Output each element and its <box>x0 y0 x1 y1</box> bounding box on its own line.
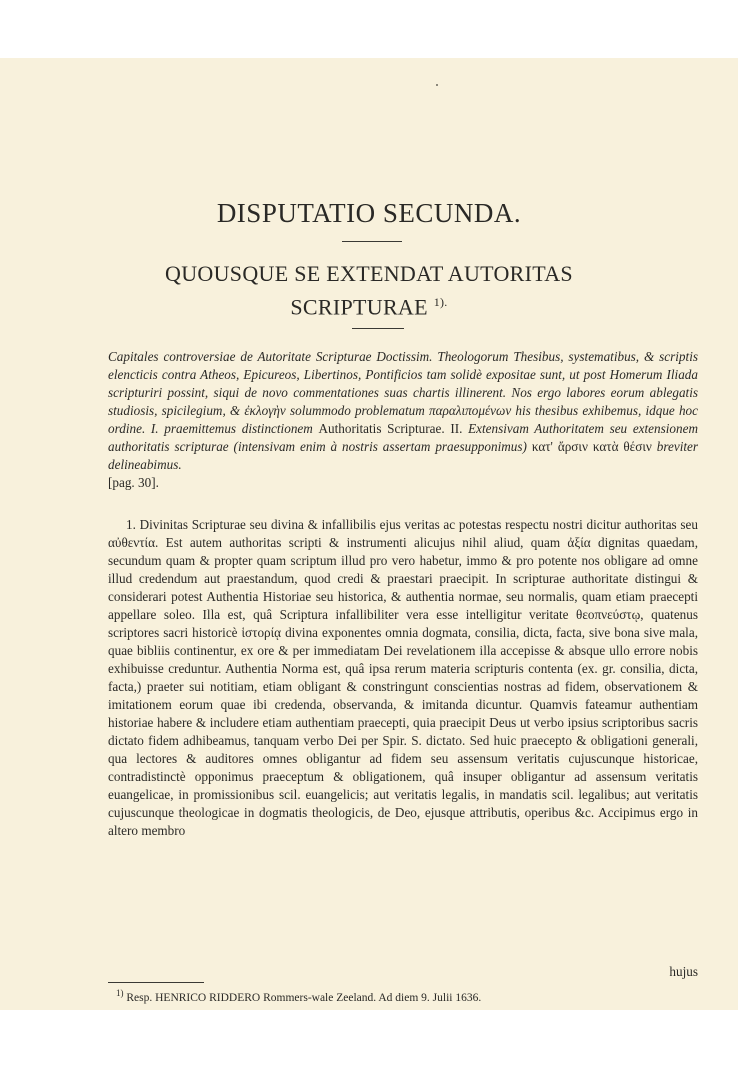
footnote <box>116 988 676 1004</box>
subtitle-line-2 <box>0 288 738 321</box>
abstract-paragraph <box>108 348 698 492</box>
subtitle-rule <box>352 328 404 329</box>
abstract-authoritatis: Authoritatis Scripturae. <box>318 421 445 436</box>
abstract-numeral: II. <box>450 421 463 436</box>
body-text <box>108 516 698 840</box>
speck <box>436 84 438 86</box>
subtitle-line-1: QUOUSQUE SE EXTENDAT AUTORITAS <box>165 261 573 286</box>
subtitle-line-2-text: SCRIPTURAE <box>290 294 428 320</box>
footnote-mark: 1). <box>433 295 448 309</box>
abstract-text-1: Capitales controversiae de Autoritate Scripturae Doctissim. Theologorum Thesibus, systematibus, & scriptis elencticis contra Atheos, Epicureos, Libertinos, Pontificios tam solidè expositae sunt, ut post Homerum Iliada scripturiri possint, siqui de novo commentationes suas chartis illinerent. Nos ergo labores eorum ablegatis studiosis, spicilegium, & ἐκλογὴν solummodo problematum παραλιπομένων his thesibus exhibemus, idque hoc ordine. I. praemittemus distinctionem <box>108 349 698 436</box>
page-subtitle <box>0 260 738 321</box>
abstract-greek: κατ' ἄρσιν κατὰ θέσιν <box>531 439 652 454</box>
page-reference: [pag. 30]. <box>108 475 159 490</box>
footnote-number: 1) <box>116 988 124 998</box>
body-paragraph-1: 1. Divinitas Scripturae seu divina & infallibilis ejus veritas ac potestas respectu nostri dicitur authoritas seu αὐθεντία. Est autem authoritas scripti & instrumenti alicujus nihil aliud, quam ἀξία dignitas quaedam, secundum quam & propter quam scriptum illud pro vero habetur, immo & pro potente nos obligare ad omne illud credendum aut praestandum, quod credi & praestari praecipit. In scripturae authoritate distingui & considerari potest Authentia Historiae seu historica, & authentia normae, seu normalis, quam etiam praecepti appellare soleo. Illa est, quâ Scriptura infallibiliter vera esse intelligitur veritate θεοπνεύστῳ, quatenus scriptores sacri historicè ἱστορίᾳ divina exponentes omnia dogmata, consilia, dicta, facta, sive bona sive mala, quae bibliis continentur, ex ore & per immediatam Dei revelationem illa accepisse & absque ullo errore nobis exhibuisse creduntur. Authentia Norma est, quâ ipsa rerum materia scripturis contenta (ex. gr. consilia, dicta, facta,) praeter sui notitiam, etiam obligant & constringunt conscientias nostras ad fidem, observationem & imitationem eorum quae ibi credenda, observanda, & imitanda dicuntur. Quamvis fateamur authentiam historiae habere & includere etiam authentiam praecepti, quia praecipit Deus ut verbo ipsius scriptoribus sacris dictato fidem adhibeamus, tanquam verbo Dei per Spir. S. dictato. Sed huic praecepto & obligationi generali, qua lectores & auditores omnes obligantur ad fidem seu assensum veritatis cujuscunque historicae, contradistinctè opponimus praeceptum & obligationem, quâ insuper obligantur ad assensum veritatis euangelicae, in promissionibus scil. euangelicis; aut veritatis legalis, in mandatis scil. legalibus; aut veritatis cujuscunque theologicae in dogmatis theologicis, de Deo, ejusque attributis, operibus &c. Accipimus ergo in altero membro <box>108 517 698 838</box>
catchword: hujus <box>669 964 698 979</box>
footnote-text: Resp. HENRICO RIDDERO Rommers-wale Zeeland. Ad diem 9. Julii 1636. <box>126 991 482 1004</box>
footnote-rule <box>108 982 204 983</box>
abstract-text-3: breviter delineabimus. <box>108 439 699 472</box>
page-title: DISPUTATIO SECUNDA. <box>216 198 522 228</box>
document-page <box>0 58 738 1010</box>
abstract-text-2: Extensivam Authoritatem seu extensionem authoritatis scripturae (intensivam enim à nostris assertam praesupponimus) <box>108 421 698 454</box>
title-rule <box>342 241 402 242</box>
